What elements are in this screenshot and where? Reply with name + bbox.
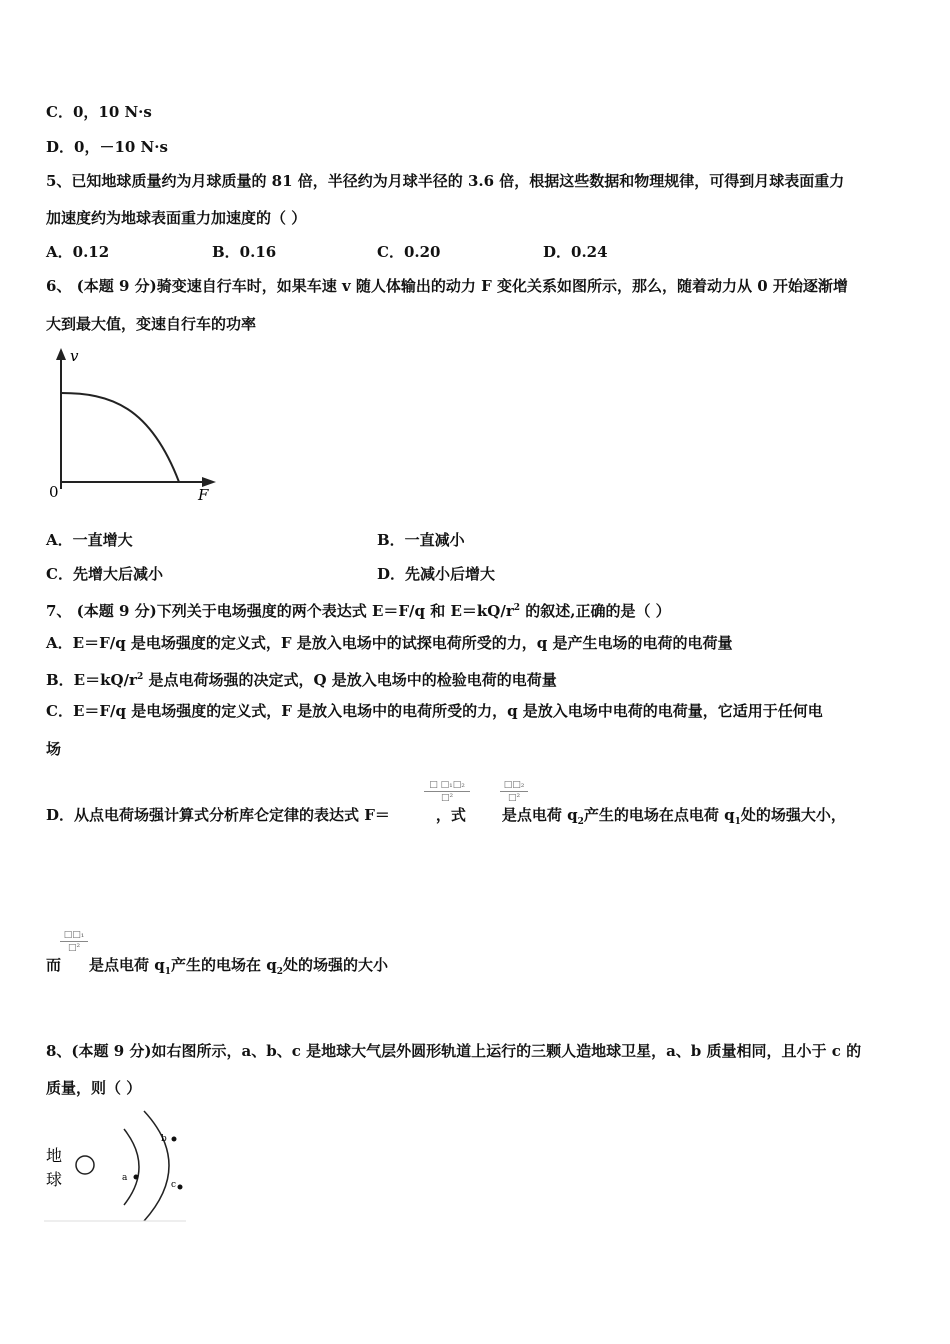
q6-option-b: B．一直减小 <box>377 531 465 549</box>
origin-label: 0 <box>49 483 59 501</box>
satellite-b <box>172 1137 177 1142</box>
satellite-c <box>178 1185 183 1190</box>
y-axis-label: v <box>70 347 79 365</box>
v-f-curve <box>61 393 179 482</box>
q7-option-a: A．E＝F/q 是电场强度的定义式，F 是放入电场中的试探电荷所受的力，q 是产生电场的电荷的电荷量 <box>46 634 733 652</box>
y-axis-arrow-icon <box>56 348 66 360</box>
satellite-c-label: c <box>171 1180 177 1190</box>
field-q2-formula: □□₂ □² <box>500 780 528 803</box>
q5-option-b: B．0.16 <box>212 243 277 261</box>
q4-option-c: C．0，10 N·s <box>46 103 152 121</box>
orbit-a <box>124 1129 139 1205</box>
satellite-a <box>134 1175 139 1180</box>
q6-stem-line2: 大到最大值，变速自行车的功率 <box>46 315 257 333</box>
q6-v-f-graph <box>40 346 230 511</box>
q5-stem-line2: 加速度约为地球表面重力加速度的（ ） <box>46 209 307 227</box>
q8-stem-line1: 8、(本题 9 分)如右图所示，a、b、c 是地球大气层外圆形轨道上运行的三颗人造地球卫星，a、b 质量相同，且小于 c 的 <box>46 1042 862 1060</box>
orbit-bc <box>144 1111 169 1221</box>
q6-option-a: A．一直增大 <box>46 531 133 549</box>
q7-option-c-line1: C．E＝F/q 是电场强度的定义式，F 是放入电场中的电荷所受的力，q 是放入电场中电荷的电荷量，它适用于任何电 <box>46 702 823 720</box>
field-q1-formula: □□₁ □² <box>60 930 88 953</box>
q7-option-d-line2: 而 是点电荷 $q_1$产生的电场在 $q_2$处的场强的大小 <box>46 956 388 977</box>
satellite-b-label: b <box>161 1134 167 1144</box>
earth-label-2: 球 <box>46 1170 63 1189</box>
q5-option-d: D．0.24 <box>543 243 608 261</box>
q7-stem: 7、 (本题 9 分)下列关于电场强度的两个表达式 E＝F/q 和 $E=kQ/r^2$ 的叙述,正确的是（ ） <box>46 602 671 620</box>
q5-option-a: A．0.12 <box>46 243 110 261</box>
q6-stem-line1: 6、 (本题 9 分)骑变速自行车时，如果车速 v 随人体输出的动力 F 变化关系如图所示，那么，随着动力从 0 开始逐渐增 <box>46 277 848 295</box>
x-axis-label: F <box>198 486 209 504</box>
earth-icon <box>76 1156 94 1174</box>
q7-option-c-line2: 场 <box>46 740 62 758</box>
q6-option-d: D．先减小后增大 <box>377 565 496 583</box>
q7-option-d-line1: D．从点电荷场强计算式分析库仑定律的表达式 F＝ ，式 是点电荷 $q_2$产生的电场在点电荷 $q_1$处的场强大小， <box>46 806 846 827</box>
q8-stem-line2: 质量，则（ ） <box>46 1079 142 1097</box>
satellite-a-label: a <box>122 1173 128 1183</box>
earth-label-1: 地 <box>46 1146 63 1165</box>
q5-stem-line1: 5、已知地球质量约为月球质量的 81 倍，半径约为月球半径的 3.6 倍，根据这些数据和物理规律，可得到月球表面重力 <box>46 172 845 190</box>
q7-option-b: B．$E=kQ/r^2$ 是点电荷场强的决定式，Q 是放入电场中的检验电荷的电荷量 <box>46 671 557 689</box>
coulomb-formula: □ □₁□₂ □² <box>424 780 470 803</box>
q4-option-d: D．0，－10 N·s <box>46 138 168 156</box>
q8-orbit-figure <box>44 1107 186 1223</box>
q6-option-c: C．先增大后减小 <box>46 565 163 583</box>
q5-option-c: C．0.20 <box>377 243 441 261</box>
